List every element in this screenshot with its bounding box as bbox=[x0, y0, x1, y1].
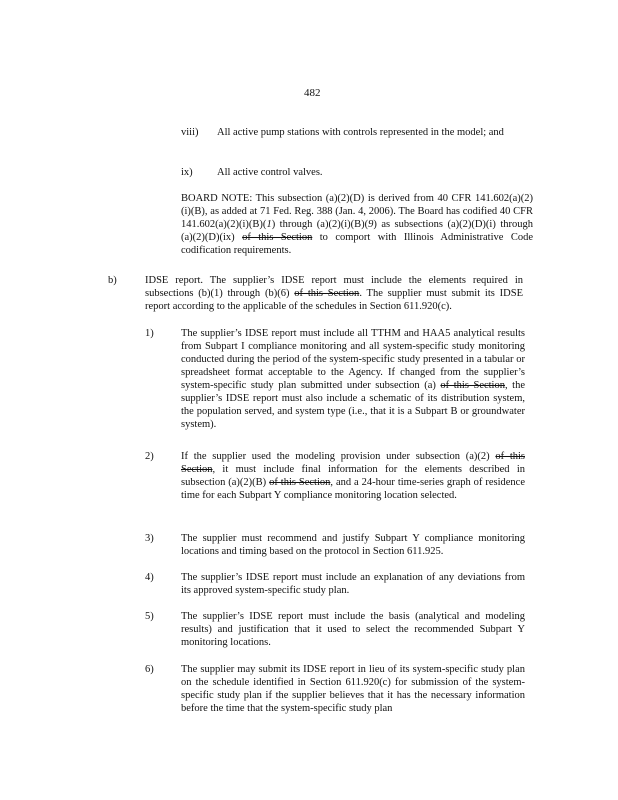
section-text: IDSE report. The supplier’s IDSE report must include the elements required in subsections (b)(1) through (b)(6) of this Section. The supplier must submit its IDSE report according to the applicable of the schedules in Section 611.920(c). bbox=[145, 275, 523, 312]
struck-text: of this Section bbox=[269, 477, 331, 488]
item-text: If the supplier used the modeling provision under subsection (a)(2) of this Section, it must include final information for the elements described in subsection (a)(2)(B) of this Section, and a 24-hour time-series graph of residence time for each Subpart Y compliance monitoring location selected. bbox=[181, 451, 525, 501]
struck-text: of this Section bbox=[242, 232, 313, 243]
item-text: All active control valves. bbox=[217, 167, 323, 178]
item-label: 3) bbox=[145, 533, 154, 544]
page-number: 482 bbox=[304, 87, 321, 99]
item-label: 4) bbox=[145, 572, 154, 583]
struck-text: of this Section bbox=[181, 451, 525, 475]
board-note: BOARD NOTE: This subsection (a)(2)(D) is derived from 40 CFR 141.602(a)(2)(i)(B), as added at 71 Fed. Reg. 388 (Jan. 4, 2006). The Board has codified 40 CFR 141.602(a)(2)(i)(B)(1) through (a)(2)(i)(B)(9) as subsections (a)(2)(D)(i) through (a)(2)(D)(ix) of this Section to comport with Illinois Administrative Code codification requirements. bbox=[181, 193, 534, 256]
section-label: b) bbox=[108, 275, 117, 286]
item-label: 1) bbox=[145, 328, 154, 339]
struck-text: of this Section bbox=[440, 380, 505, 391]
item-text: The supplier’s IDSE report must include all TTHM and HAA5 analytical results from Subpart I compliance monitoring and all system-specific study monitoring conducted during the period of the system-specific study presented in a tabular or spreadsheet format acceptable to the Agency. If changed from the supplier’s system-specific study plan submitted under subsection (a) of this Section, the supplier’s IDSE report must also include a schematic of its distribution system, the population served, and system type (i.e., that it is a Subpart B or groundwater system). bbox=[181, 328, 525, 430]
item-text: The supplier’s IDSE report must include an explanation of any deviations from its approved system-specific study plan. bbox=[181, 572, 525, 596]
item-text: The supplier may submit its IDSE report in lieu of its system-specific study plan on the schedule identified in Section 611.920(c) for submission of the system-specific study plan if the supplier believes that it has the necessary information before the time that the system-specific study plan bbox=[181, 664, 525, 714]
struck-text: of this Section bbox=[294, 288, 360, 299]
item-text: All active pump stations with controls represented in the model; and bbox=[217, 127, 504, 138]
item-label: 2) bbox=[145, 451, 154, 462]
item-label: ix) bbox=[181, 167, 193, 178]
item-text: The supplier must recommend and justify Subpart Y compliance monitoring locations and timing based on the protocol in Section 611.925. bbox=[181, 533, 525, 557]
item-label: 5) bbox=[145, 611, 154, 622]
item-label: 6) bbox=[145, 664, 154, 675]
item-label: viii) bbox=[181, 127, 199, 138]
item-text: The supplier’s IDSE report must include the basis (analytical and modeling results) and justification that it used to select the recommended Subpart Y monitoring locations. bbox=[181, 611, 525, 648]
